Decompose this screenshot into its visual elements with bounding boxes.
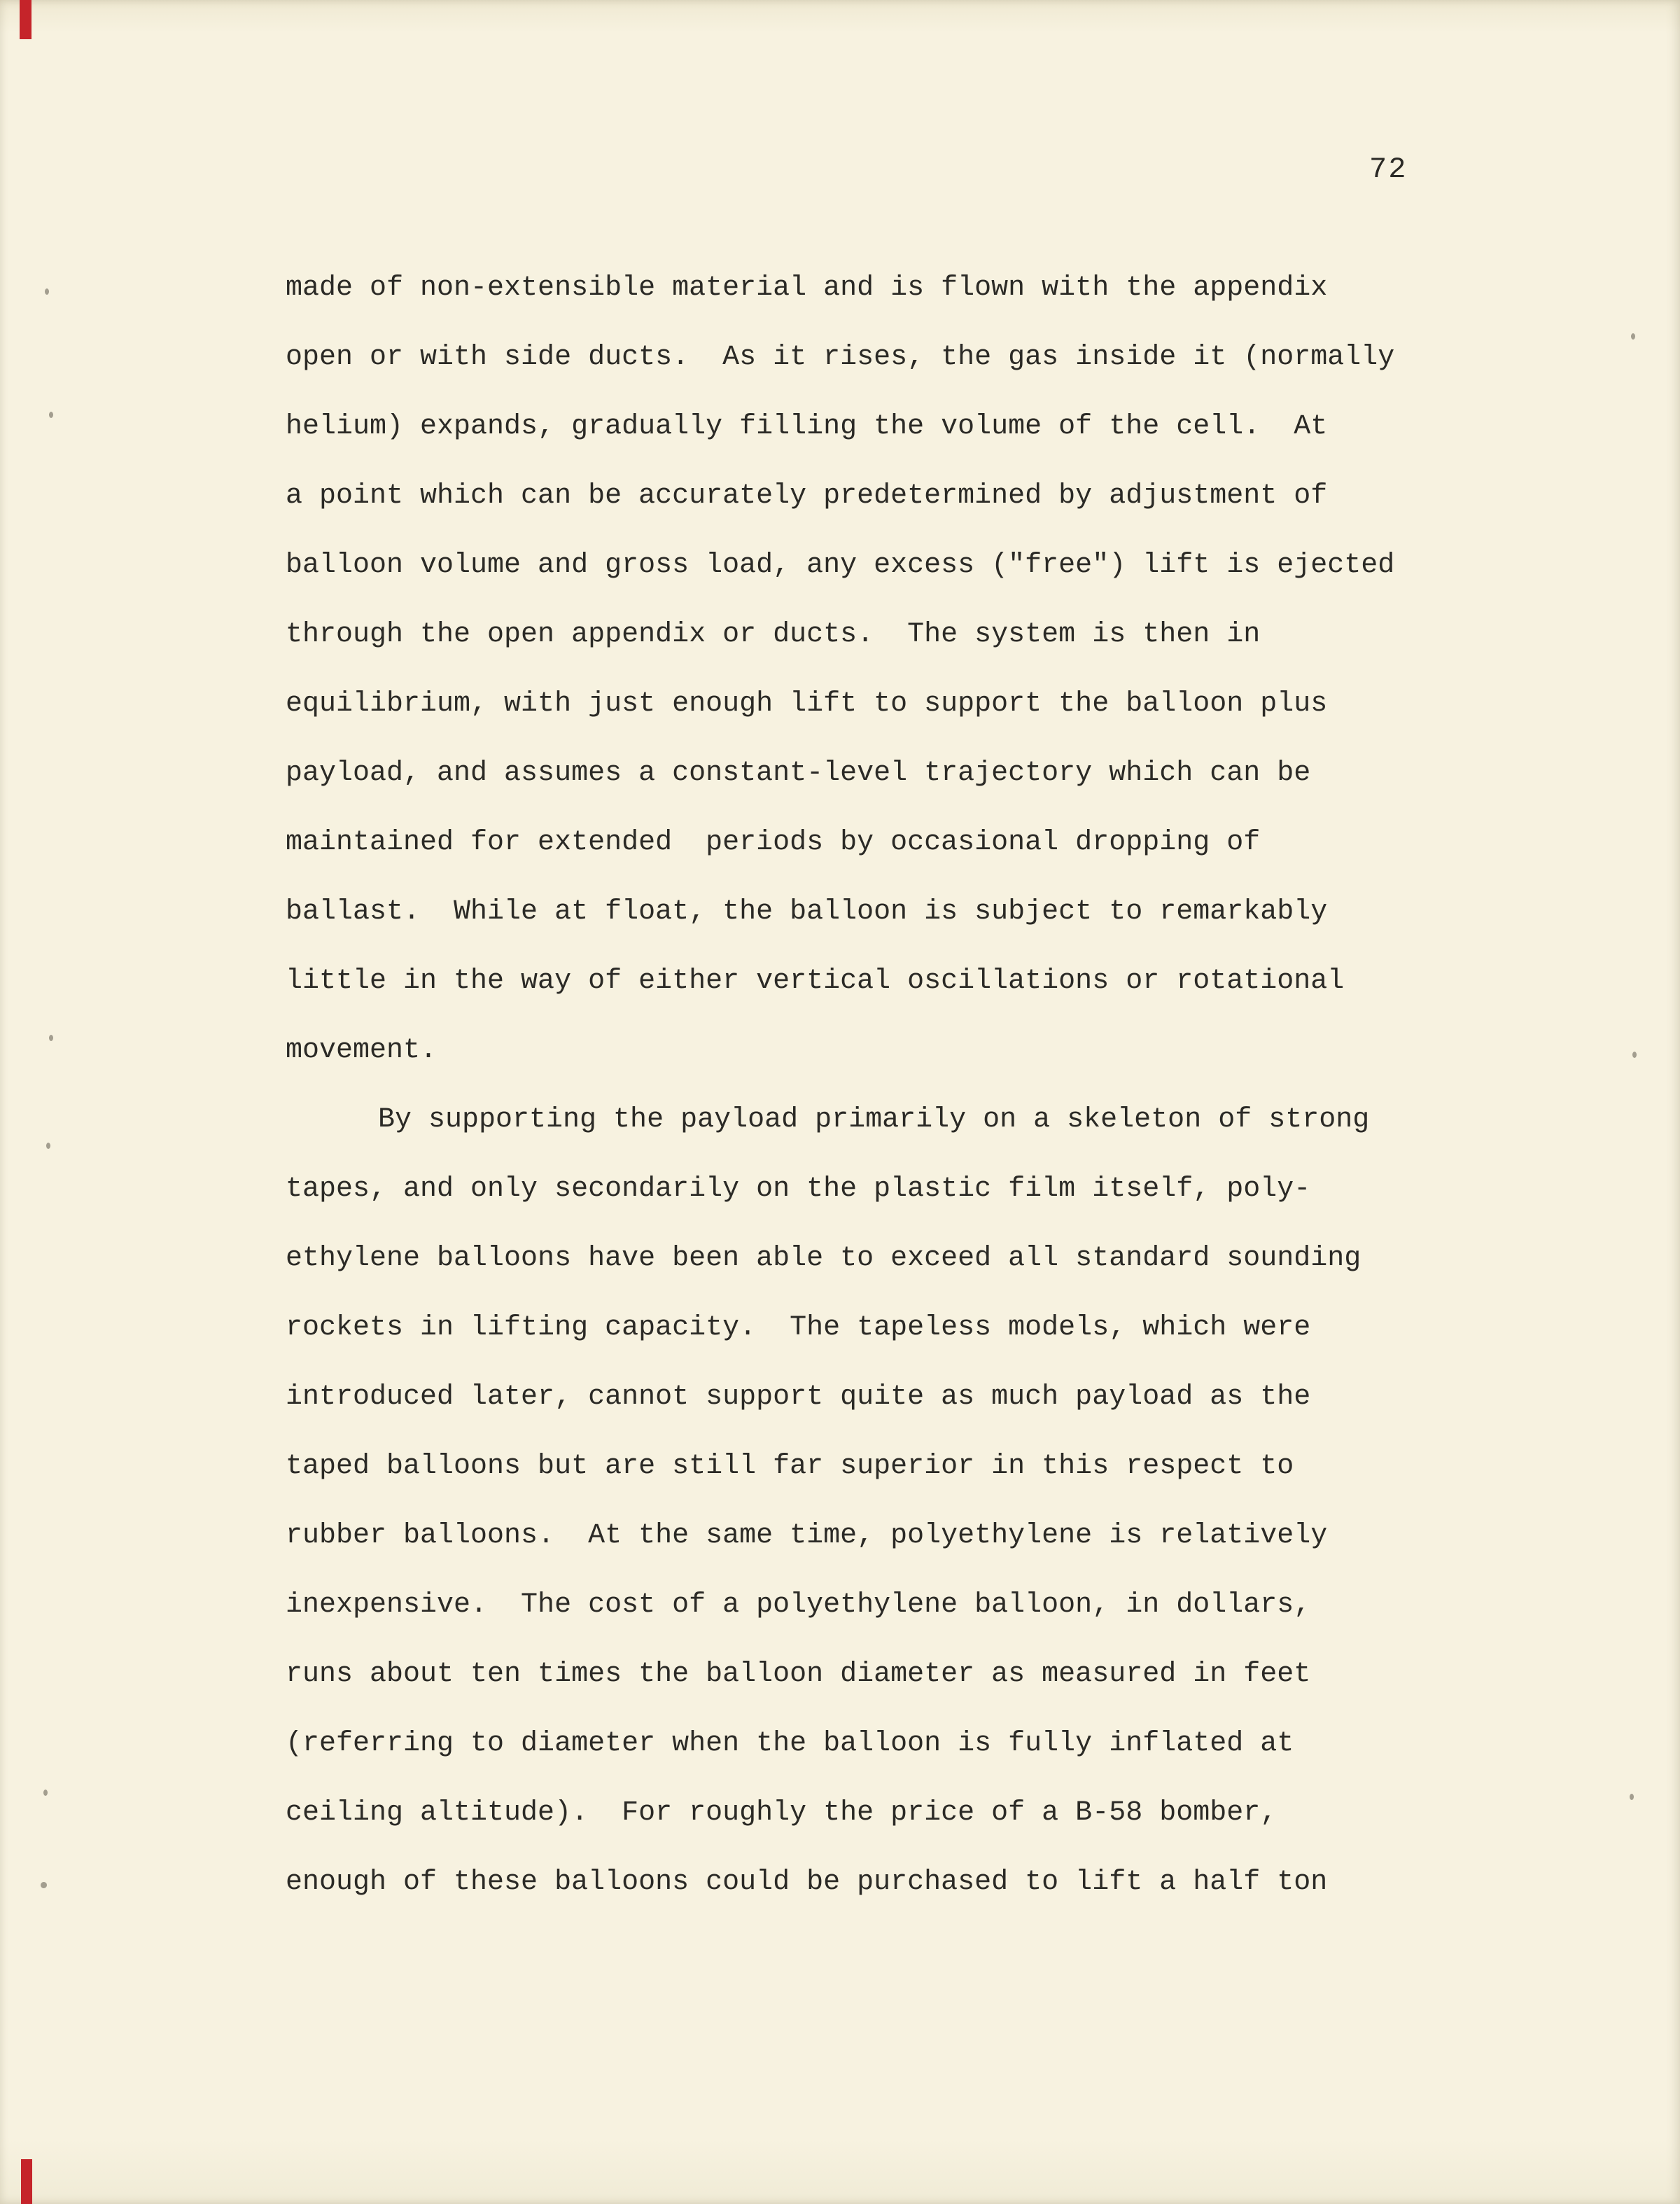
scan-speck	[49, 412, 53, 418]
text-line: By supporting the payload primarily on a skeleton of strong	[378, 1104, 1370, 1136]
scan-edge-mark-top	[20, 0, 31, 39]
text-line: equilibrium, with just enough lift to support the balloon plus	[286, 688, 1328, 720]
text-line: helium) expands, gradually filling the volume of the cell. At	[286, 411, 1328, 442]
text-line: tapes, and only secondarily on the plastic film itself, poly-	[286, 1173, 1311, 1205]
scan-speck	[49, 1035, 53, 1041]
text-line: a point which can be accurately predetermined by adjustment of	[286, 480, 1328, 512]
text-line: movement.	[286, 1035, 438, 1066]
text-line: ceiling altitude). For roughly the price of a B-58 bomber,	[286, 1797, 1278, 1829]
text-line: ethylene balloons have been able to exceed all standard sounding	[286, 1243, 1362, 1274]
text-line: enough of these balloons could be purchased to lift a half ton	[286, 1867, 1328, 1898]
text-line: balloon volume and gross load, any excess ("free") lift is ejected	[286, 550, 1395, 581]
text-line: made of non-extensible material and is flown with the appendix	[286, 272, 1328, 304]
scan-speck	[43, 1790, 48, 1796]
text-block	[286, 253, 1490, 1917]
text-line: ballast. While at float, the balloon is subject to remarkably	[286, 896, 1328, 928]
text-line: payload, and assumes a constant-level trajectory which can be	[286, 758, 1311, 789]
text-line: rubber balloons. At the same time, polyethylene is relatively	[286, 1520, 1328, 1551]
text-line: introduced later, cannot support quite as much payload as the	[286, 1381, 1311, 1413]
text-line: taped balloons but are still far superior in this respect to	[286, 1451, 1294, 1482]
paragraph	[286, 1085, 1490, 1917]
text-line: runs about ten times the balloon diameter as measured in feet	[286, 1659, 1311, 1690]
text-line: (referring to diameter when the balloon is fully inflated at	[286, 1728, 1294, 1759]
scan-speck	[1632, 1052, 1637, 1058]
text-line: inexpensive. The cost of a polyethylene balloon, in dollars,	[286, 1589, 1311, 1621]
page-number: 72	[1369, 153, 1408, 186]
text-line: maintained for extended periods by occasional dropping of	[286, 827, 1261, 858]
scan-speck	[45, 288, 49, 295]
text-line: through the open appendix or ducts. The system is then in	[286, 619, 1261, 650]
text-line: rockets in lifting capacity. The tapeless models, which were	[286, 1312, 1311, 1344]
paragraph	[286, 253, 1490, 1085]
text-line: little in the way of either vertical oscillations or rotational	[286, 965, 1345, 997]
scan-edge-mark-bottom	[21, 2159, 32, 2204]
text-line: open or with side ducts. As it rises, the gas inside it (normally	[286, 342, 1395, 373]
scan-speck	[1631, 333, 1635, 340]
scan-speck	[39, 1881, 48, 1890]
scan-speck	[46, 1143, 50, 1149]
scan-speck	[1630, 1794, 1634, 1800]
